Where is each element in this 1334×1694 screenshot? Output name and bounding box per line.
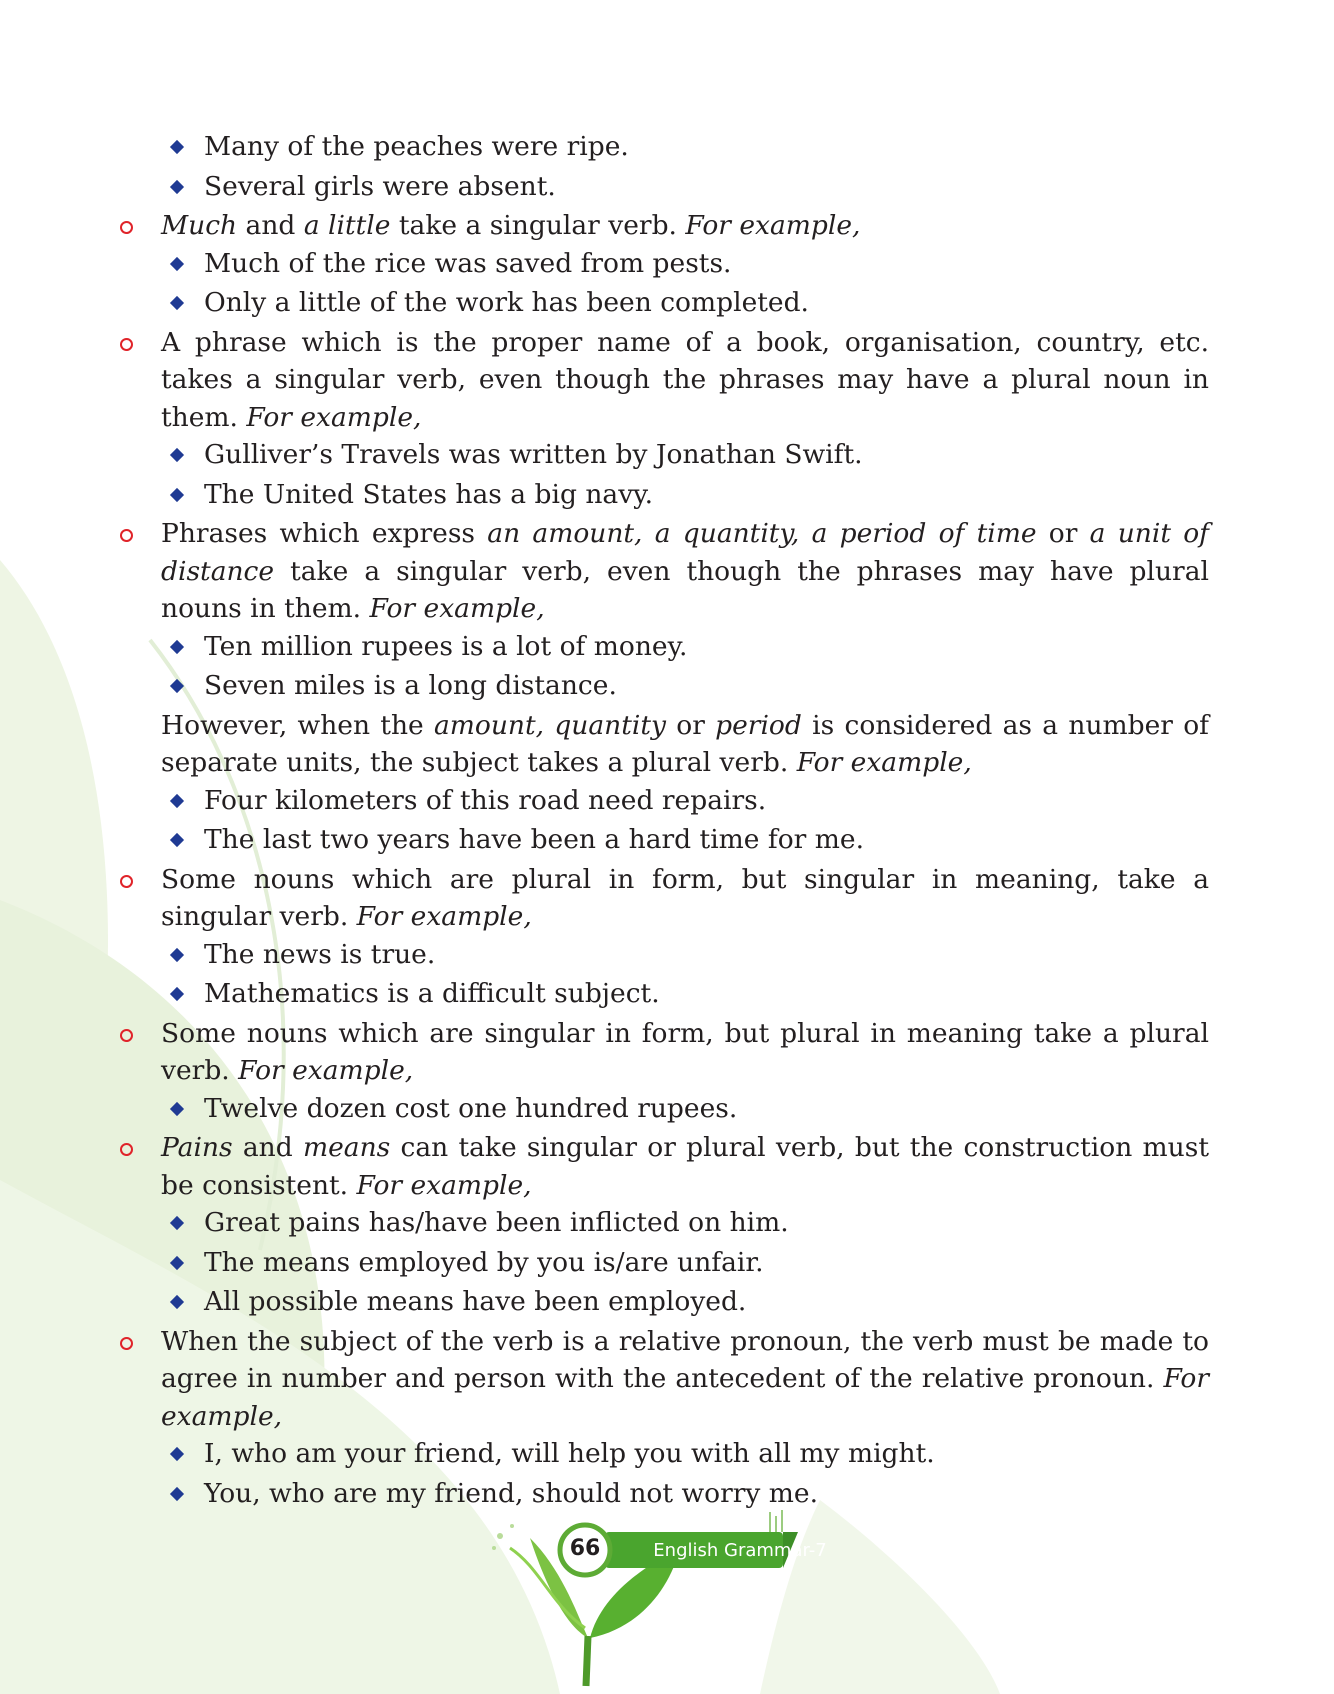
example-text: Mathematics is a difficult subject. [204, 978, 660, 1009]
page-content [0, 128, 1334, 1514]
example-text: Only a little of the work has been completed. [204, 287, 809, 318]
example-bullet [0, 936, 1204, 974]
text-run: or [1036, 518, 1090, 549]
page-number: 66 [569, 1536, 601, 1561]
italic-run: For example, [685, 210, 861, 241]
italic-run: a little [303, 210, 391, 241]
example-bullet [0, 1090, 1204, 1128]
diamond-bullet-icon [170, 1486, 184, 1500]
rule-bullet [0, 1129, 1209, 1204]
diamond-bullet-icon [170, 179, 184, 193]
text-run: take a singular verb, even though the phrases may have plural nouns in them. [161, 555, 1209, 624]
example-text: You, who are my friend, should not worry me. [204, 1477, 819, 1509]
example-bullet [0, 436, 1204, 474]
italic-run: period [715, 709, 802, 741]
circle-bullet-icon [120, 1337, 133, 1350]
book-title: English Grammar-7 [653, 1540, 827, 1561]
text-run: When the subject of the verb is a relative pronoun, the verb must be made to agree in number and person with the antecedent of the relative pronoun. [161, 1325, 1209, 1394]
rule-bullet [0, 515, 1209, 628]
diamond-bullet-icon [170, 140, 184, 154]
example-bullet [0, 782, 1204, 820]
text-run: or [665, 709, 716, 741]
example-text: Great pains has/have been inflicted on him. [204, 1207, 789, 1238]
diamond-bullet-icon [170, 679, 184, 693]
circle-bullet-icon [120, 529, 133, 542]
italic-run: For example, [356, 1169, 532, 1201]
example-bullet [0, 667, 1204, 705]
example-bullet [0, 1283, 1204, 1321]
example-text: Twelve dozen cost one hundred rupees. [204, 1092, 738, 1124]
example-bullet [0, 128, 1204, 166]
diamond-bullet-icon [170, 1216, 184, 1230]
example-text: The means employed by you is/are unfair. [204, 1246, 764, 1278]
example-text: Four kilometers of this road need repairs. [204, 784, 767, 816]
example-bullet [0, 1244, 1204, 1282]
rule-bullet [0, 207, 1209, 245]
text-run: A phrase which is the proper name of a book, organisation, country, etc. takes a singular verb, even though the phrases may have a plural noun in them. [161, 326, 1209, 433]
circle-bullet-icon [120, 875, 133, 888]
italic-run: means [302, 1132, 391, 1163]
diamond-bullet-icon [170, 487, 184, 501]
rule-bullet [0, 861, 1209, 936]
example-bullet [0, 1435, 1204, 1473]
example-text: I, who am your friend, will help you with all my might. [204, 1438, 935, 1469]
text-run: Phrases which express [161, 518, 488, 549]
diamond-bullet-icon [170, 1295, 184, 1309]
example-text: Seven miles is a long distance. [204, 670, 617, 701]
example-bullet [0, 1475, 1204, 1513]
text-run: and [237, 210, 304, 241]
text-run: take a singular verb. [390, 210, 686, 241]
circle-bullet-icon [120, 1029, 133, 1042]
diamond-bullet-icon [170, 448, 184, 462]
italic-run: amount, quantity [433, 709, 666, 741]
circle-bullet-icon [120, 221, 133, 234]
example-text: Much of the rice was saved from pests. [204, 247, 732, 279]
example-text: The United States has a big navy. [204, 478, 654, 510]
circle-bullet-icon [120, 338, 133, 351]
example-bullet [0, 628, 1204, 666]
italic-run: For example, [369, 593, 545, 624]
example-bullet [0, 168, 1204, 206]
diamond-bullet-icon [170, 793, 184, 807]
italic-run: For example, [356, 901, 532, 932]
example-text: The last two years have been a hard time for me. [204, 824, 865, 855]
example-bullet [0, 476, 1204, 514]
diamond-bullet-icon [170, 1447, 184, 1461]
text-run: However, when the [161, 709, 434, 741]
example-bullet [0, 245, 1204, 283]
rule-bullet [0, 324, 1209, 437]
text-run: can take singular or plural verb, but the construction must be consistent. [161, 1132, 1209, 1201]
example-bullet [0, 975, 1204, 1013]
italic-run: For example, [161, 1363, 1209, 1432]
example-text: The news is true. [204, 938, 436, 970]
diamond-bullet-icon [170, 947, 184, 961]
diamond-bullet-icon [170, 987, 184, 1001]
text-run: and [232, 1132, 303, 1163]
italic-run: Much [161, 210, 238, 241]
text-run: Some nouns which are plural in form, but singular in meaning, take a singular verb. [161, 863, 1209, 932]
text-run: is considered as a number of separate units, the subject takes a plural verb. [161, 709, 1209, 778]
diamond-bullet-icon [170, 256, 184, 270]
example-bullet [0, 821, 1204, 859]
italic-run: a unit of distance [161, 518, 1209, 587]
text-run: Some nouns which are singular in form, but plural in meaning take a plural verb. [161, 1017, 1209, 1086]
rule-bullet [0, 1323, 1209, 1436]
diamond-bullet-icon [170, 639, 184, 653]
italic-run: For example, [796, 747, 972, 778]
rule-bullet [0, 1015, 1209, 1090]
diamond-bullet-icon [170, 1101, 184, 1115]
rule-note [0, 707, 1209, 782]
example-text: Several girls were absent. [204, 170, 556, 202]
diamond-bullet-icon [170, 833, 184, 847]
example-text: All possible means have been employed. [204, 1286, 747, 1317]
italic-run: For example, [238, 1055, 414, 1086]
example-bullet [0, 284, 1204, 322]
example-text: Gulliver’s Travels was written by Jonathan Swift. [204, 439, 863, 470]
example-text: Ten million rupees is a lot of money. [204, 630, 688, 662]
italic-run: Pains [161, 1132, 233, 1163]
italic-run: an amount, a quantity, a period of time [487, 518, 1037, 549]
circle-bullet-icon [120, 1143, 133, 1156]
diamond-bullet-icon [170, 296, 184, 310]
example-bullet [0, 1204, 1204, 1242]
example-text: Many of the peaches were ripe. [204, 131, 629, 162]
italic-run: For example, [246, 401, 422, 433]
diamond-bullet-icon [170, 1255, 184, 1269]
